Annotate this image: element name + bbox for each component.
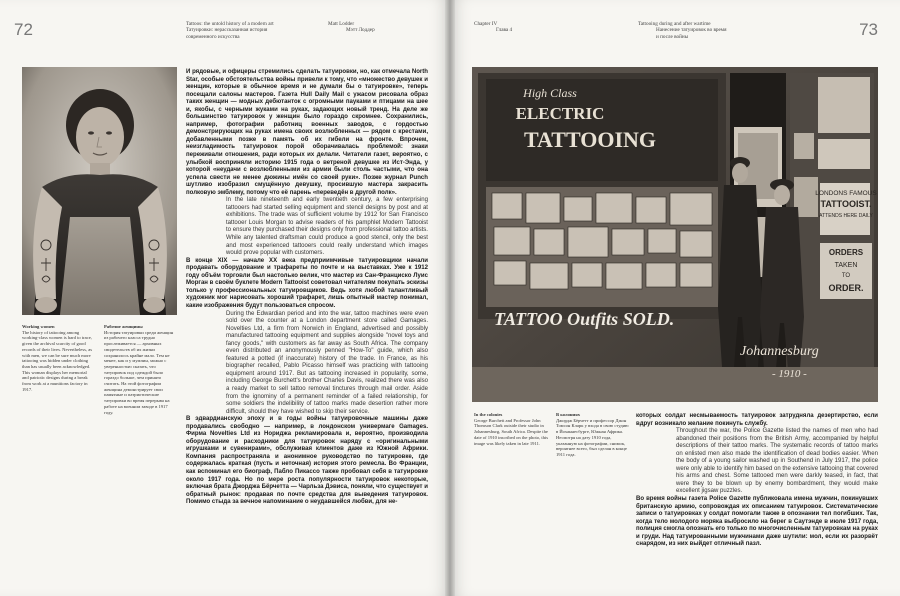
book-gutter [445,0,455,596]
sign-famous-3: ATTENDS HERE DAILY [819,213,873,219]
caption-body-en: George Burchett and Professor John Thomson Clark outside their studio in Johannesburg, South Africa. Despite the date of 1910 inscribed on the photo, this image was likely taken in late 1911. [474,417,548,446]
photo-caption-ru-left [104,324,178,415]
caption-title-en: In the colonies [474,412,503,417]
caption-title-en: Working women [22,324,55,329]
header-chapter-en: Chapter IV [474,21,498,27]
caption-body-en: The history of tattooing among working-class women is hard to trace, given the archival scarcity of good records of their lives. Nevertheless, as with men, we can be sure much more tattooing was hidden under clothing than has usually been acknowledged. This woman displays her memorial and patriotic designs during a break from work at a munitions factory in 1917. [22,329,93,392]
sign-electric: ELECTRIC [515,104,605,123]
header-title-ru-2: современного искусства [186,33,240,40]
body-text-right [636,413,878,549]
header-section-en: Tattooing during and after wartime [638,21,711,27]
right-page [450,0,900,596]
header-author-en: Matt Lodder [328,21,355,27]
sign-high-class: High Class [523,86,577,100]
header-title-en: Tattoos: the untold history of a modern art [186,21,274,27]
photo-caption-en-left [22,324,94,392]
sign-famous-2: TATTOOIST. [820,199,872,209]
header-section-ru-2: и после войны [656,33,689,40]
caption-body-ru: Джордж Бёрчетт и профессор Джон Томсон Кларк у входа в свою студию в Йоханнесбурге, Южная Африка. Несмотря на дату 1910 года, указанную на фотографии, снимок, вероятнее всего, был сделан в конце 1911 года. [556,417,629,457]
paragraph-ru: которых солдат несмываемость татуировок затрудняла дезертирство, если вдруг возникало желание покинуть службу. [636,413,878,427]
paragraph-ru: Во время войны газета Police Gazette публиковала имена мужчин, покинувших британскую армию, сопровождая их описанием татуировок. Систематические записи о татуировках у солдат помогали также в опознании тел погибших. Так, когда тело молодого моряка выбросило на берег в Саутэнде в июле 1917 года, полиция смогла опознать его только по многочисленным татуировкам на руках и груди. Над татуированными мужчинами даже шутили: мол, если их разорвёт снарядом, из них выйдет отличный пазл. [636,496,878,548]
photo-caption-en-right [474,412,550,446]
paragraph-ru: В эдвардианскую эпоху и в годы войны татуировочные машины даже продавались свободно — например, в лондонском универмаге Gamages. Фирма Novelties Ltd из Нориджа рекламировала и, вероятно, производила оборудование и расходники для татуировок наряду с «оригинальными игрушками и сувенирами», обслуживая клиентов даже из Южной Африки. Компания распространяла и анонимное руководство по татуировке, где содержалась краткая (пусть и неточная) история этого ремесла. Во Франции, как вспоминал его биограф, Пабло Пикассо также пробовал себя в татуировке около 1917 года. Но по мере роста популярности татуировок некоторые, включая брата Джорджа Бёрчетта — Чарльза Дэвиса, поняли, что существует и обратный рынок: продавая по почте средства для выведения татуировок. Помимо стыда за вечное напоминание о неудавшейся любви, для не- [186,416,428,506]
paragraph-en: In the late nineteenth and early twentieth century, a few enterprising tattooers had started selling equipment and stencil designs by post and at exhibitions. The trade was of sufficient volume by 1912 for San Francisco tattooer Louis Morgan to advise readers of his pamphlet Modern Tattooist to ensure they purchased their designs only from professional tattoo artists. While any talented draftsman could produce a good stencil, only the best and most experienced tattooers could really understand which images would prove popular with customers. [226,197,428,257]
photo-caption-ru-right [556,412,630,458]
caption-title-ru: В колониях [556,412,580,417]
header-section-ru-1: Нанесение татуировок во время [656,27,727,34]
sign-orders-2: TAKEN [834,262,858,269]
paragraph-ru: В конце XIX — начале XX века предприимчивые татуировщики начали продавать оборудование и трафареты по почте и на выставках. Уже к 1912 году объём торговли был настолько велик, что мастер из Сан-Франциско Луис Морган в своём буклете Modern Tattooist советовал читателям покупать эскизы только у профессиональных татуировщиков. Ведь хотя любой талантливый художник мог нарисовать хороший трафарет, лишь опытный мастер понимал, какие изображения будут пользоваться спросом. [186,257,428,309]
page-number-left: 72 [14,20,33,39]
running-header-chapter [474,21,512,34]
sign-orders-3: TO [841,273,851,279]
working-woman-photo [22,67,177,315]
sign-orders-1: ORDERS [828,248,864,257]
header-author-ru: Мэтт Лоддер [346,27,375,34]
paragraph-ru: И рядовые, и офицеры стремились сделать татуировки, но, как отмечала North Star, особые обстоятельства войны привели к тому, что «множество девушек и женщин, которые в обычное время и не думали бы о татуировке», теперь посещали салоны мастеров. Газета Hull Daily Mail с ужасом рисовала образ таких женщин — модных дебютанток с огромными пауками и птицами на шее и, якобы, с черными жуками на руках, задающих новый тренд. На деле же большинство татуировок у женщин было гораздо скромнее. Сохранились, например, фотографии работниц военных заводов, с гордостью демонстрирующих на руках имена своих возлюбленных — рядом с крестами, добавленными позже в память об их гибели на фронте. Впрочем, неизгладимость татуировок порой оборачивалась проблемой: знаки переживали отношения, ради которых их делали. Читатели газет, вероятно, с улыбкой восприняли историю 1915 года о ветреной девушке из Ист-Энда, у которой «неудачи с возлюбленными из армии были столь частыми, что она успела свести не менее дюжины имён со своей руки». Позже журнал Punch шутливо изобразил смущённую девушку, просившую мастера закрасить полковую эмблему, потому что её парень «переведён в другой полк». [186,69,428,196]
tattoo-shop-photo [472,67,878,402]
caption-title-ru: Рабочие женщины [104,324,143,329]
header-chapter-ru: Глава 4 [496,27,513,34]
running-header-section [638,21,726,40]
sign-outfits-sold: TATTOO Outfits SOLD. [494,309,675,329]
running-header-author [328,21,375,34]
sign-johannesburg: Johannesburg [740,344,819,359]
paragraph-en: Throughout the war, the Police Gazette listed the names of men who had abandoned their positions from the British Army, accompanied by helpful descriptions of their tattoo marks. The systematic records of tattoo marks on enlisted men also made the identification of dead bodies easier. When the body of a young sailor washed up in Southend in July 1917, the police were only able to identify him based on the extensive tattooing that covered his arms and chest. Some tattooed men were darkly teased, in fact, that were they to be blown up by enemy bombardment, they would make excellent jigsaw puzzles. [676,428,878,495]
sign-famous-1: LONDONS FAMOUS [815,190,877,197]
sign-tattooing: TATTOOING [523,127,657,152]
sign-orders-4: ORDER. [828,283,864,293]
page-number-right: 73 [859,20,878,39]
sign-year: - 1910 - [772,368,807,380]
paragraph-en: During the Edwardian period and into the war, tattoo machines were even sold over the counter at a London department store called Gamages. Novelties Ltd, a firm from Norwich in England, advertised and possibly manufactured tattooing equipment and supplies alongside "novel toys and fancy goods," with customers as far away as South Africa. The company even distributed an anonymously penned "How-To" guide, which also featured a potted (if inaccurate) history of the trade. In France, as his biographer recalled, Pablo Picasso himself was practicing with tattooing equipment around 1917. But as tattooing increased in popularity, some, including George Burchett's brother Charles Davis, realized there was also a ready market to sell tattoo removal tinctures through mail order. Aside from the ignominy of a permanent reminder of a failed relationship, for some soldiers the indelibility of tattoo marks made desertion rather more difficult, should they have wished to skip their service. [226,310,428,415]
caption-body-ru: История татуировки среди женщин из рабочего класса трудно прослеживается — архивных свидетельств об их жизни сохранилось крайне мало. Тем не менее, как и у мужчин, можно с уверенностью сказать, что татуировок под одеждой было гораздо больше, чем принято считать. На этой фотографии женщина демонстрирует свои памятные и патриотические татуировки во время перерыва на работе на военном заводе в 1917 году. [104,329,174,415]
running-header-left [186,21,274,40]
header-title-ru-1: Татуировки: нерассказанная история [186,27,268,34]
body-text-left [186,69,428,507]
